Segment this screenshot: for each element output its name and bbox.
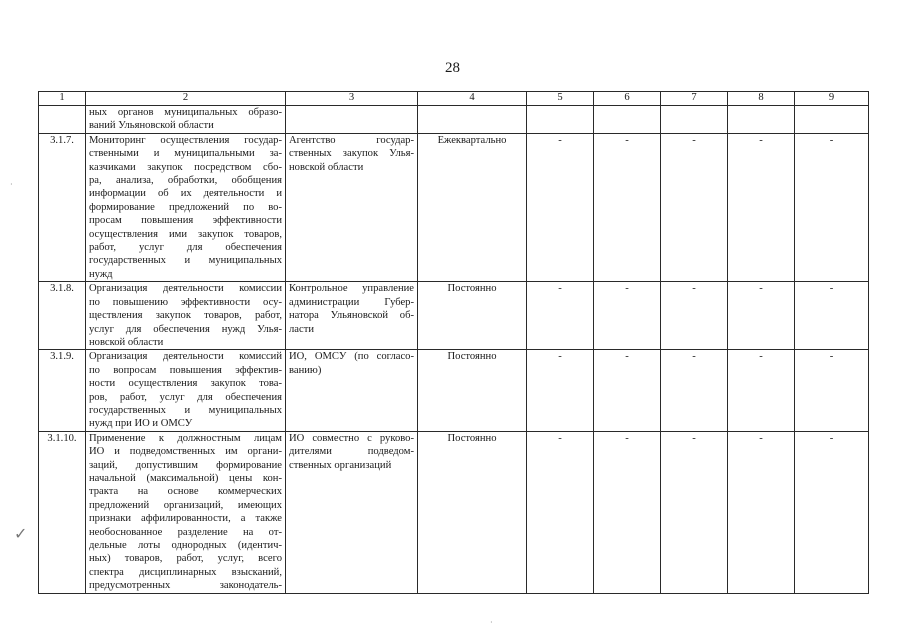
- execution-term: Постоянно: [418, 350, 527, 431]
- value-cell: -: [661, 282, 728, 350]
- continuation-row: [39, 106, 869, 134]
- header-cell: 6: [594, 92, 661, 106]
- header-row: [39, 92, 869, 106]
- header-cell: 4: [418, 92, 527, 106]
- measure-description: Применение к должностным лицам ИО и подведомственных им органи- заций, допустившим формирование начальной (максимальной) цены кон- тракта на основе коммерческих предложений организаций, имеющих признаки аффилированности, а также необоснованное разделение на от- дельные лоты однородных (идентич- ных) товаров, работ, услуг, всего спектра дисциплинарных взысканий, предусмотренных законодатель-: [86, 431, 286, 593]
- value-cell: -: [527, 350, 594, 431]
- table-row: [39, 431, 869, 593]
- value-cell: -: [527, 431, 594, 593]
- value-cell: -: [728, 282, 795, 350]
- value-cell: -: [728, 431, 795, 593]
- scan-speck: ✓: [14, 526, 28, 543]
- continuation-text: ных органов муниципальных образо- ваний Ульяновской области: [86, 106, 286, 134]
- header-cell: 9: [795, 92, 869, 106]
- table-row: [39, 133, 869, 281]
- value-cell: -: [661, 350, 728, 431]
- table-row: [39, 350, 869, 431]
- header-cell: 8: [728, 92, 795, 106]
- value-cell: -: [728, 133, 795, 281]
- value-cell: -: [594, 133, 661, 281]
- header-cell: 7: [661, 92, 728, 106]
- row-number: 3.1.8.: [39, 282, 86, 350]
- row-number: 3.1.7.: [39, 133, 86, 281]
- row-number: 3.1.10.: [39, 431, 86, 593]
- value-cell: -: [795, 350, 869, 431]
- value-cell: -: [527, 282, 594, 350]
- value-cell: -: [594, 282, 661, 350]
- responsible-party: Контрольное управление администрации Губер- натора Ульяновской об- ласти: [286, 282, 418, 350]
- responsible-party: Агентство государ- ственных закупок Улья- новской области: [286, 133, 418, 281]
- measures-table: [38, 91, 869, 594]
- value-cell: -: [594, 350, 661, 431]
- execution-term: Ежеквартально: [418, 133, 527, 281]
- header-cell: 2: [86, 92, 286, 106]
- execution-term: Постоянно: [418, 282, 527, 350]
- page-number: 28: [445, 60, 460, 76]
- value-cell: -: [795, 282, 869, 350]
- execution-term: Постоянно: [418, 431, 527, 593]
- value-cell: -: [661, 431, 728, 593]
- value-cell: -: [661, 133, 728, 281]
- value-cell: -: [795, 133, 869, 281]
- scan-speck: ·: [490, 618, 493, 627]
- measure-description: Организация деятельности комиссии по повышению эффективности осу- ществления закупок товаров, работ, услуг для обеспечения нужд Улья- новской области: [86, 282, 286, 350]
- responsible-party: ИО совместно с руково- дителями подведом- ственных организаций: [286, 431, 418, 593]
- measure-description: Организация деятельности комиссий по вопросам повышения эффектив- ности осуществления закупок това- ров, работ, услуг для обеспечения государственных и муниципальных нужд при ИО и ОМСУ: [86, 350, 286, 431]
- scan-speck: ·: [10, 180, 13, 189]
- row-number: 3.1.9.: [39, 350, 86, 431]
- measure-description: Мониторинг осуществления государ- ственными и муниципальными за- казчиками закупок посредством сбо- ра, анализа, обработки, обобщения информации об их деятельности и формирование предложений по во- просам повышения эффективности осуществления ими закупок товаров, работ, услуг для обеспечения государственных и муниципальных нужд: [86, 133, 286, 281]
- header-cell: 5: [527, 92, 594, 106]
- table-row: [39, 282, 869, 350]
- value-cell: -: [795, 431, 869, 593]
- value-cell: -: [594, 431, 661, 593]
- value-cell: -: [527, 133, 594, 281]
- header-cell: 1: [39, 92, 86, 106]
- value-cell: -: [728, 350, 795, 431]
- responsible-party: ИО, ОМСУ (по согласо- ванию): [286, 350, 418, 431]
- header-cell: 3: [286, 92, 418, 106]
